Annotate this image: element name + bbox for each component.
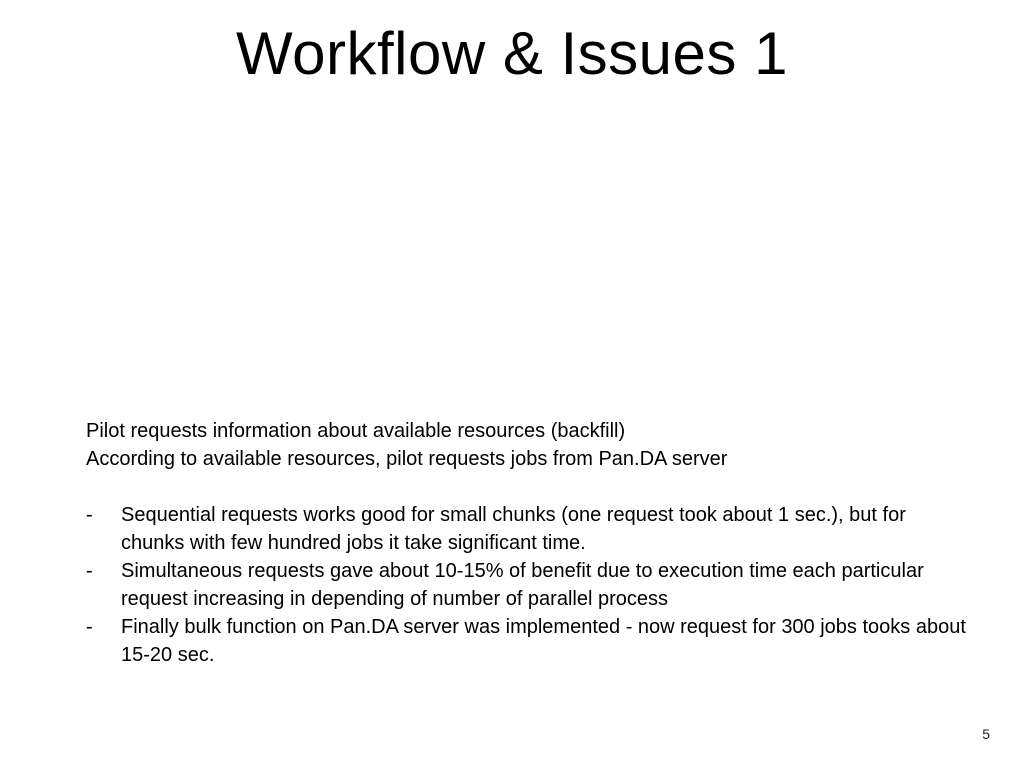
bullet-text: Simultaneous requests gave about 10-15% of benefit due to execution time each particular request increasing in depending of number of parallel process	[121, 560, 924, 610]
list-item	[86, 613, 966, 669]
intro-line: Pilot requests information about available resources (backfill)	[86, 420, 626, 442]
intro-text	[86, 417, 966, 473]
bullet-dash: -	[86, 560, 93, 582]
bullet-list	[86, 501, 966, 669]
bullet-text: Finally bulk function on Pan.DA server was implemented - now request for 300 jobs tooks about 15-20 sec.	[121, 616, 966, 666]
bullet-dash: -	[86, 504, 93, 526]
intro-line: According to available resources, pilot requests jobs from Pan.DA server	[86, 448, 728, 470]
bullet-text: Sequential requests works good for small chunks (one request took about 1 sec.), but for chunks with few hundred jobs it take significant time.	[121, 504, 906, 554]
slide-page-number: 5	[982, 726, 990, 742]
slide-title: Workflow & Issues 1	[236, 20, 788, 87]
list-item	[86, 557, 966, 613]
list-item	[86, 501, 966, 557]
bullet-dash: -	[86, 616, 93, 638]
